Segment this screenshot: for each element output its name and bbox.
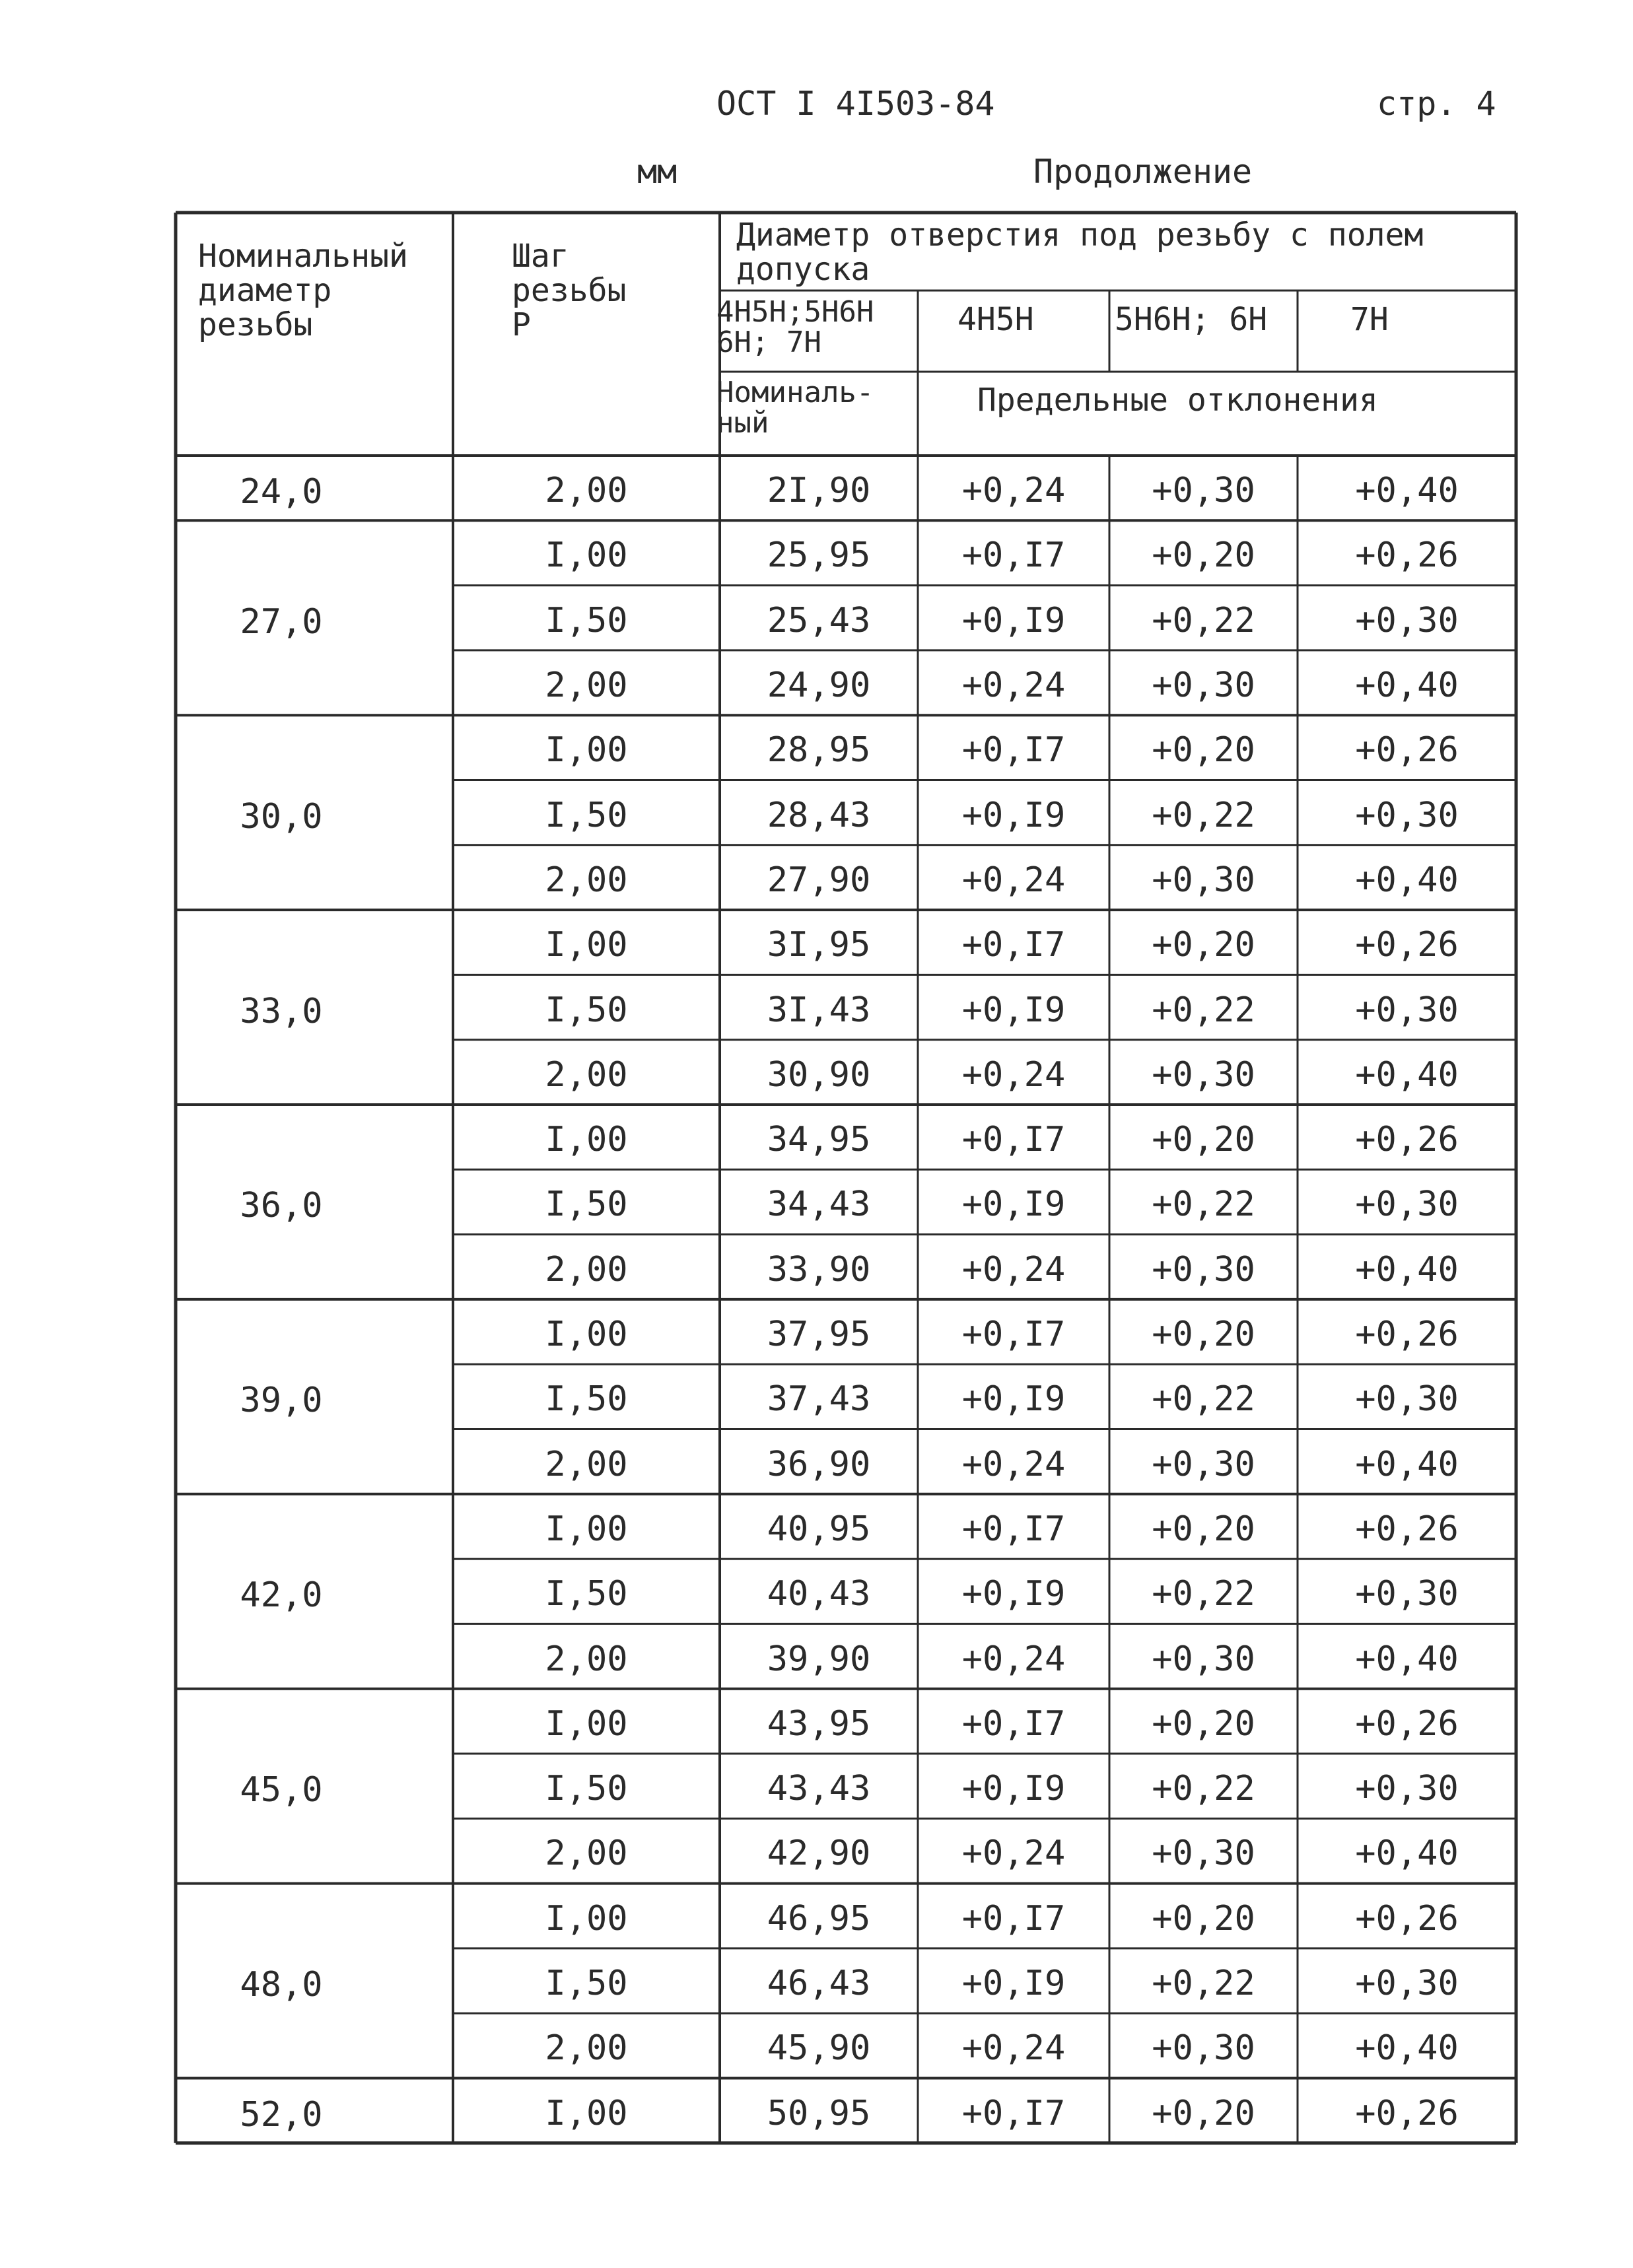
header-tolerance-5h6h-6h: 5Н6Н; 6Н: [1115, 301, 1268, 338]
nominal-cell: 28,95: [767, 730, 871, 771]
pitch-cell: 2,00: [545, 471, 628, 511]
deviation-5h6h-cell: +0,30: [1152, 666, 1255, 706]
nominal-cell: 33,90: [767, 1249, 871, 1289]
deviation-7h-cell: +0,40: [1355, 1834, 1459, 1874]
deviation-7h-cell: +0,26: [1355, 925, 1459, 965]
nominal-cell: 39,90: [767, 1639, 871, 1679]
nominal-cell: 37,95: [767, 1315, 871, 1355]
deviation-5h6h-cell: +0,22: [1152, 1574, 1255, 1614]
nominal-diameter-cell: 27,0: [240, 601, 323, 642]
deviation-4h5h-cell: +0,I9: [961, 1964, 1066, 2004]
header-limit-deviations: Предельные отклонения: [977, 382, 1378, 419]
deviation-7h-cell: +0,26: [1355, 535, 1459, 576]
nominal-cell: 3I,43: [767, 990, 871, 1030]
deviation-5h6h-cell: +0,22: [1152, 1379, 1255, 1420]
deviation-5h6h-cell: +0,20: [1152, 1315, 1255, 1355]
deviation-5h6h-cell: +0,30: [1152, 1249, 1255, 1289]
deviation-5h6h-cell: +0,30: [1152, 2028, 1255, 2069]
pitch-cell: I,00: [545, 1120, 628, 1160]
deviation-5h6h-cell: +0,20: [1152, 1509, 1255, 1549]
deviation-7h-cell: +0,40: [1355, 2028, 1459, 2069]
header-nominal: Номиналь- ный: [716, 376, 874, 440]
deviation-7h-cell: +0,26: [1355, 1120, 1459, 1160]
deviation-5h6h-cell: +0,30: [1152, 860, 1255, 900]
header-pitch: Шаг резьбы Р: [512, 238, 627, 343]
deviation-4h5h-cell: +0,I7: [961, 1703, 1066, 1744]
pitch-cell: I,00: [545, 1509, 628, 1549]
deviation-4h5h-cell: +0,I9: [961, 1574, 1066, 1614]
deviation-4h5h-cell: +0,24: [961, 2028, 1066, 2069]
deviation-4h5h-cell: +0,I7: [961, 2093, 1066, 2133]
deviation-4h5h-cell: +0,I7: [961, 730, 1066, 771]
pitch-cell: I,50: [545, 1769, 628, 1809]
pitch-cell: 2,00: [545, 1444, 628, 1484]
nominal-cell: 3I,95: [767, 925, 871, 965]
nominal-cell: 34,43: [767, 1185, 871, 1225]
pitch-cell: I,00: [545, 2093, 628, 2133]
pitch-cell: 2,00: [545, 1054, 628, 1095]
deviation-7h-cell: +0,26: [1355, 1509, 1459, 1549]
deviation-7h-cell: +0,40: [1355, 1639, 1459, 1679]
nominal-cell: 43,43: [767, 1769, 871, 1809]
deviation-5h6h-cell: +0,30: [1152, 1444, 1255, 1484]
deviation-4h5h-cell: +0,I7: [961, 1315, 1066, 1355]
deviation-4h5h-cell: +0,I7: [961, 1898, 1066, 1939]
deviation-4h5h-cell: +0,I9: [961, 600, 1066, 640]
nominal-diameter-cell: 45,0: [240, 1770, 323, 1810]
continuation-label: Продолжение: [1033, 153, 1253, 191]
deviation-5h6h-cell: +0,20: [1152, 1120, 1255, 1160]
pitch-cell: I,50: [545, 600, 628, 640]
header-tolerance-7h: 7Н: [1350, 301, 1389, 338]
deviation-4h5h-cell: +0,24: [961, 1249, 1066, 1289]
pitch-cell: 2,00: [545, 1639, 628, 1679]
nominal-cell: 40,43: [767, 1574, 871, 1614]
deviation-4h5h-cell: +0,24: [961, 1639, 1066, 1679]
pitch-cell: I,50: [545, 990, 628, 1030]
nominal-cell: 24,90: [767, 666, 871, 706]
deviation-4h5h-cell: +0,24: [961, 860, 1066, 900]
deviation-5h6h-cell: +0,20: [1152, 925, 1255, 965]
deviation-5h6h-cell: +0,22: [1152, 1185, 1255, 1225]
deviation-7h-cell: +0,26: [1355, 1703, 1459, 1744]
header-nominal-diameter: Номинальный диаметр резьбы: [198, 238, 408, 343]
nominal-cell: 25,95: [767, 535, 871, 576]
deviation-7h-cell: +0,26: [1355, 1315, 1459, 1355]
pitch-cell: I,00: [545, 1898, 628, 1939]
deviation-5h6h-cell: +0,22: [1152, 1769, 1255, 1809]
pitch-cell: I,00: [545, 1315, 628, 1355]
nominal-cell: 40,95: [767, 1509, 871, 1549]
nominal-cell: 46,43: [767, 1964, 871, 2004]
pitch-cell: I,50: [545, 1379, 628, 1420]
deviation-7h-cell: +0,30: [1355, 990, 1459, 1030]
nominal-diameter-cell: 30,0: [240, 796, 323, 837]
nominal-diameter-cell: 39,0: [240, 1381, 323, 1421]
nominal-diameter-cell: 52,0: [240, 2094, 323, 2135]
deviation-4h5h-cell: +0,I7: [961, 925, 1066, 965]
deviation-4h5h-cell: +0,I9: [961, 1185, 1066, 1225]
deviation-5h6h-cell: +0,20: [1152, 1898, 1255, 1939]
nominal-cell: 42,90: [767, 1834, 871, 1874]
deviation-7h-cell: +0,26: [1355, 1898, 1459, 1939]
deviation-7h-cell: +0,30: [1355, 600, 1459, 640]
deviation-5h6h-cell: +0,30: [1152, 471, 1255, 511]
nominal-cell: 30,90: [767, 1054, 871, 1095]
deviation-4h5h-cell: +0,24: [961, 471, 1066, 511]
header-hole-diameter: Диаметр отверстия под резьбу с полем допуска: [736, 217, 1424, 288]
deviation-7h-cell: +0,30: [1355, 1574, 1459, 1614]
nominal-cell: 45,90: [767, 2028, 871, 2069]
deviation-4h5h-cell: +0,I9: [961, 795, 1066, 835]
deviation-4h5h-cell: +0,I9: [961, 990, 1066, 1030]
deviation-7h-cell: +0,40: [1355, 1054, 1459, 1095]
deviation-7h-cell: +0,30: [1355, 1379, 1459, 1420]
header-tolerance-group-1: 4Н5Н;5Н6Н 6Н; 7Н: [716, 295, 874, 359]
deviation-7h-cell: +0,26: [1355, 2093, 1459, 2133]
nominal-diameter-cell: 42,0: [240, 1575, 323, 1616]
pitch-cell: I,50: [545, 1185, 628, 1225]
deviation-5h6h-cell: +0,22: [1152, 990, 1255, 1030]
nominal-diameter-cell: 48,0: [240, 1965, 323, 2005]
deviation-4h5h-cell: +0,24: [961, 1054, 1066, 1095]
deviation-5h6h-cell: +0,20: [1152, 730, 1255, 771]
deviation-7h-cell: +0,30: [1355, 1769, 1459, 1809]
pitch-cell: I,50: [545, 1574, 628, 1614]
header-tolerance-4h5h: 4Н5Н: [957, 301, 1034, 338]
nominal-cell: 46,95: [767, 1898, 871, 1939]
pitch-cell: 2,00: [545, 1249, 628, 1289]
deviation-4h5h-cell: +0,I7: [961, 1120, 1066, 1160]
deviation-7h-cell: +0,26: [1355, 730, 1459, 771]
nominal-cell: 25,43: [767, 600, 871, 640]
pitch-cell: I,00: [545, 535, 628, 576]
deviation-5h6h-cell: +0,20: [1152, 2093, 1255, 2133]
nominal-diameter-cell: 33,0: [240, 991, 323, 1031]
nominal-cell: 34,95: [767, 1120, 871, 1160]
deviation-7h-cell: +0,40: [1355, 860, 1459, 900]
nominal-cell: 27,90: [767, 860, 871, 900]
pitch-cell: 2,00: [545, 666, 628, 706]
deviation-4h5h-cell: +0,I9: [961, 1379, 1066, 1420]
deviation-4h5h-cell: +0,24: [961, 1834, 1066, 1874]
nominal-cell: 28,43: [767, 795, 871, 835]
pitch-cell: I,00: [545, 1703, 628, 1744]
pitch-cell: 2,00: [545, 1834, 628, 1874]
pitch-cell: 2,00: [545, 860, 628, 900]
document-code: ОСТ I 4I503-84: [716, 85, 995, 123]
deviation-5h6h-cell: +0,30: [1152, 1834, 1255, 1874]
deviation-4h5h-cell: +0,I9: [961, 1769, 1066, 1809]
pitch-cell: 2,00: [545, 2028, 628, 2069]
deviation-5h6h-cell: +0,22: [1152, 1964, 1255, 2004]
pitch-cell: I,50: [545, 1964, 628, 2004]
units-label: мм: [637, 153, 678, 191]
deviation-7h-cell: +0,40: [1355, 471, 1459, 511]
pitch-cell: I,50: [545, 795, 628, 835]
deviation-7h-cell: +0,30: [1355, 1964, 1459, 2004]
deviation-4h5h-cell: +0,24: [961, 666, 1066, 706]
nominal-diameter-cell: 24,0: [240, 472, 323, 512]
nominal-cell: 50,95: [767, 2093, 871, 2133]
deviation-5h6h-cell: +0,30: [1152, 1639, 1255, 1679]
nominal-diameter-cell: 36,0: [240, 1186, 323, 1226]
deviation-7h-cell: +0,30: [1355, 795, 1459, 835]
deviation-5h6h-cell: +0,20: [1152, 535, 1255, 576]
deviation-5h6h-cell: +0,20: [1152, 1703, 1255, 1744]
deviation-7h-cell: +0,30: [1355, 1185, 1459, 1225]
deviation-5h6h-cell: +0,30: [1152, 1054, 1255, 1095]
deviation-7h-cell: +0,40: [1355, 666, 1459, 706]
pitch-cell: I,00: [545, 925, 628, 965]
deviation-7h-cell: +0,40: [1355, 1444, 1459, 1484]
page-number: стр. 4: [1377, 85, 1496, 123]
deviation-7h-cell: +0,40: [1355, 1249, 1459, 1289]
nominal-cell: 36,90: [767, 1444, 871, 1484]
pitch-cell: I,00: [545, 730, 628, 771]
nominal-cell: 43,95: [767, 1703, 871, 1744]
deviation-4h5h-cell: +0,24: [961, 1444, 1066, 1484]
deviation-4h5h-cell: +0,I7: [961, 1509, 1066, 1549]
deviation-4h5h-cell: +0,I7: [961, 535, 1066, 576]
nominal-cell: 37,43: [767, 1379, 871, 1420]
deviation-5h6h-cell: +0,22: [1152, 600, 1255, 640]
deviation-5h6h-cell: +0,22: [1152, 795, 1255, 835]
nominal-cell: 2I,90: [767, 471, 871, 511]
